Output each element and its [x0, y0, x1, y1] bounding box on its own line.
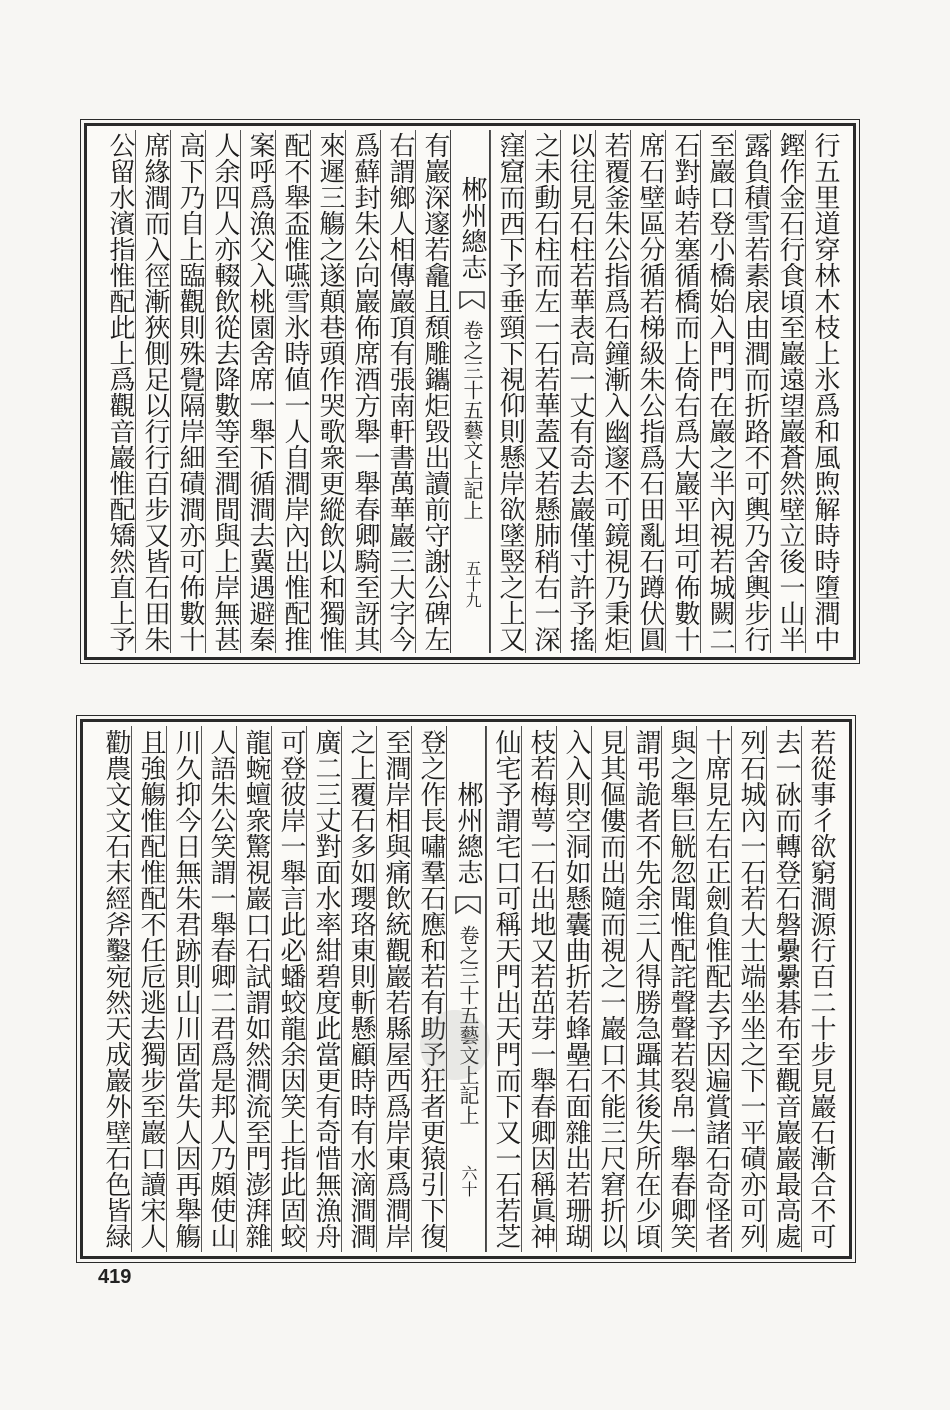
text-column: 人語朱公笑謂一舉春卿二君爲是邦人乃頗使山: [201, 726, 236, 1252]
text-column: 去一砅而轉登石磐纍纍碁布至觀音巖巖最高處: [766, 726, 801, 1252]
text-column: 公留水濱指惟配此上爲觀音巖惟配矯然直上予: [105, 131, 135, 652]
text-column: 入入則空洞如懸囊曲折若蜂壘石面雜出若珊瑚: [556, 726, 591, 1252]
text-column: 行五里道穿林木枝上氷爲和風煦解時時墮澗中: [805, 130, 840, 653]
text-column: 席石壁區分循若梯級朱公指爲石田亂石蹲伏圓: [630, 130, 665, 653]
text-column: 列石城內一石若大士端坐坐之下一平磧亦可列: [731, 726, 766, 1252]
text-column: 有巖深邃若龕且頹雕鑴炬毀出讀前守謝公碑左: [415, 130, 450, 653]
text-column: 若從事彳欲窮澗源行百二十步見巖石漸合不可: [801, 726, 836, 1252]
text-column: 至澗岸相與痛飲統觀巖若縣屋西爲岸東爲澗岸: [376, 726, 411, 1252]
folio-number: 六十: [459, 1165, 478, 1197]
text-column: 之未動石柱而左一石若華蓋又若懸肺稍右一深: [525, 130, 560, 653]
top-page-frame: [84, 123, 856, 660]
text-column: 鏗作金石行食頃至巖遠望巖蒼然壁立後一山半: [770, 130, 805, 653]
page-number: 419: [98, 1266, 132, 1288]
text-column: 石對峙若塞循橋而上倚右爲大巖平坦可佈數十: [665, 130, 700, 653]
text-column: 右謂鄉人相傳巖頂有張南軒書萬華巖三大字今: [380, 130, 415, 653]
text-column: 仙宅予謂宅口可稱天門出天門而下又一石若芝: [486, 726, 521, 1252]
fishtail-mark-icon: [458, 290, 486, 310]
volume-label: 卷之三十五藝文上記上: [456, 925, 480, 1125]
text-column: 配不舉盃惟嚥雪氷時値一人自澗岸內出惟配推: [275, 130, 310, 653]
book-title: 郴州總志: [453, 781, 483, 885]
text-column: 至巖口登小橋始入門門在巖之半內視若城闕二: [700, 130, 735, 653]
text-column: 可登彼岸一舉言此必蟠蛟龍余因笑上指此固蛟: [271, 726, 306, 1252]
center-margin-column: [446, 726, 486, 1252]
text-column: 若覆釜朱公指爲石鐘漸入幽邃不可鏡視乃秉炬: [595, 130, 630, 653]
volume-label: 卷之三十五藝文上記上: [460, 319, 484, 520]
text-column: 高下乃自上臨觀則殊覺隔岸細磧澗亦可佈數十: [170, 130, 205, 653]
center-margin-column: [450, 130, 490, 653]
text-column: 廣二三丈對面水率紺碧度此當更有奇惜無漁舟: [306, 726, 341, 1252]
text-column: 枝若梅萼一石出地又若茁芽一舉春卿因稱眞神: [521, 726, 556, 1252]
text-column: 席緣澗而入徑漸狹側足以行行百步又皆石田朱: [135, 130, 170, 653]
text-column: 登之作長嘯羣石應和若有助予狂者更猿引下復: [411, 726, 446, 1252]
text-column: 勸農文文石末經斧鑿宛然天成巖外壁石色皆緑: [101, 729, 131, 1249]
text-column: 以往見石柱若華表高一丈有奇去巖僅寸許予搖: [560, 130, 595, 653]
text-column: 來遲三觴之遂顛巷頭作哭歌衆更縱飲以和獨惟: [310, 130, 345, 653]
book-title: 郴州總志: [457, 175, 487, 280]
text-column: 案呼爲漁父入桃園舍席一舉下循澗去冀遇避秦: [240, 130, 275, 653]
folio-number: 五十九: [463, 559, 482, 608]
fishtail-mark-icon: [454, 895, 482, 915]
text-column: 爲蘚封朱公向巖佈席酒方舉一舉春卿騎至訝其: [345, 130, 380, 653]
library-seal-watermark: [420, 1010, 490, 1080]
text-column: 窪窟而西下予垂頸下視仰則懸岸欲墜竪之上又: [490, 130, 525, 653]
text-column: 見其傴僂而出隨而視之一巖口不能三尺窘折以: [591, 726, 626, 1252]
text-column: 之上覆石多如瓔珞東則斬懸顧時時有水滴澗澗: [341, 726, 376, 1252]
text-column: 與之舉巨觥忽聞惟配詫聲聲若裂帛一舉春卿笑: [661, 726, 696, 1252]
text-column: 十席見左右正劍負惟配去予因遍賞諸石奇怪者: [696, 726, 731, 1252]
text-column: 川久抑今日無朱君跡則山川固當失人因再舉觴: [166, 726, 201, 1252]
text-column: 露負積雪若素扆由澗而折路不可輿乃舍輿步行: [735, 130, 770, 653]
text-column: 人余四人亦輟飲從去降數等至澗間與上岸無甚: [205, 130, 240, 653]
bottom-page-frame: [80, 719, 852, 1259]
text-column: 謂弔詭者不先余三人得勝急躡其後失所在少頃: [626, 726, 661, 1252]
text-column: 且強觴惟配惟配不任卮逃去獨步至巖口讀宋人: [131, 726, 166, 1252]
text-column: 龍蜿蟺衆驚視巖口石試謂如然澗流至門澎湃雜: [236, 726, 271, 1252]
